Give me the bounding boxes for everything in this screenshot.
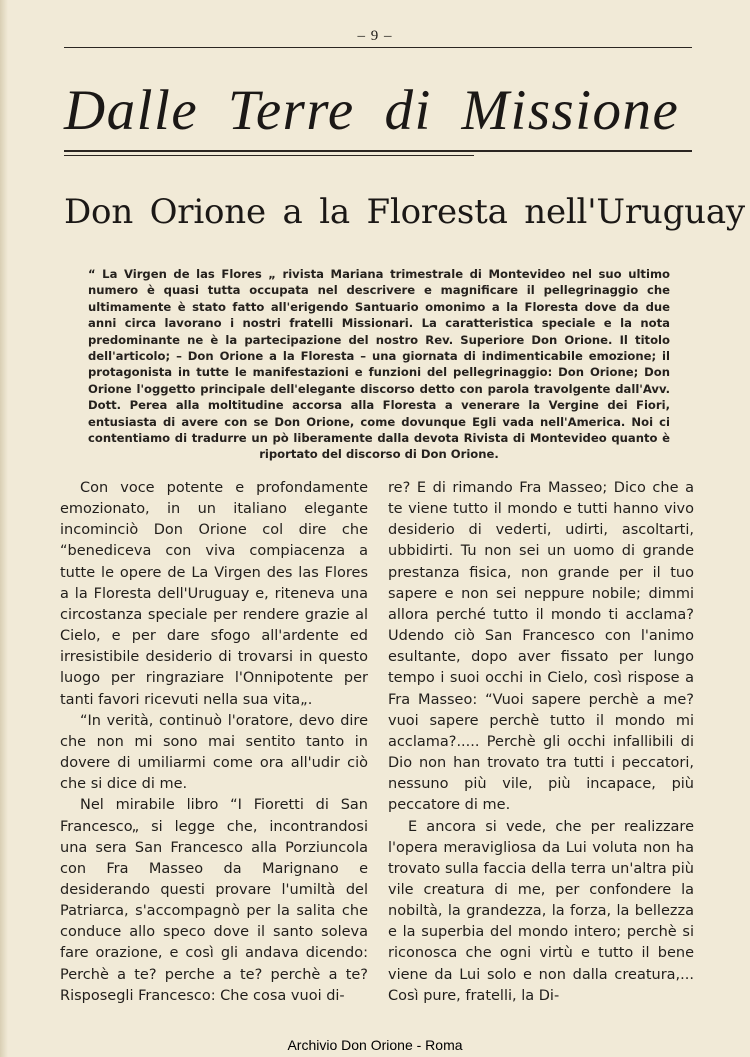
- paragraph: Con voce potente e profondamente emozionato, in un italiano elegante incominciò Don Orione col dire che “benediceva con viva compiacenza a tutte le opere de La Virgen des las Flores a la Floresta dell'Uruguay e, riteneva una circostanza speciale per rendere grazie al Cielo, e per dare sfogo all'ardente ed irresistibile desiderio di trovarsi in questo luogo per ringraziare l'Onnipotente per tanti favori ricevuti nella sua vita„.: [60, 480, 368, 708]
- section-rule: [64, 150, 692, 152]
- paragraph: “In verità, continuò l'oratore, devo dire che non mi sono mai sentito tanto in dovere di umiliarmi come ora all'udir ciò che si dice di me.: [60, 712, 368, 793]
- paragraph: Nel mirabile libro “I Fioretti di San Francesco„ si legge che, incontrandosi una sera San Francesco alla Porziuncola con Fra Masseo da Marignano e desiderando questi provare l'umiltà del Patriarca, s'accompagnò per la salita che conduce allo speco dove il santo soleva fare orazione, e così gli andava dicendo: Perchè a te? perche a te? perchè a te? Risposegli Francesco: Che cosa vuoi di-: [60, 797, 368, 1004]
- right-column: [388, 478, 694, 1007]
- page-number: – 9 –: [357, 28, 393, 44]
- top-rule: [64, 47, 692, 48]
- paragraph: re? E di rimando Fra Masseo; Dico che a te viene tutto il mondo e tutti hanno vivo desiderio di vederti, udirti, ascoltarti, ubbidirti. Tu non sei un uomo di grande prestanza fisica, non grande per il tuo sapere e non sei neppure nobile; dimmi allora perché tutto il mondo ti acclama? Udendo ciò San Francesco con l'animo esultante, dopo aver fissato per lungo tempo i suoi occhi in Cielo, così rispose a Fra Masseo: “Vuoi sapere perchè a me? vuoi sapere perchè tutto il mondo mi acclama?..... Perchè gli occhi infallibili di Dio non han trovato tra tutti i peccatori, nessuno più vile, più incapace, più peccatore di me.: [388, 480, 694, 814]
- section-title: Dalle Terre di Missione: [64, 79, 680, 142]
- section-rule-thin: [64, 155, 474, 156]
- article-title: Don Orione a la Floresta nell'Uruguay: [64, 192, 745, 232]
- paragraph: E ancora si vede, che per realizzare l'opera meravigliosa da Lui voluta non ha trovato sulla faccia della terra un'altra più vile creatura di me, per confondere la nobiltà, la grandezza, la forza, la bellezza e la superbia del mondo intero; perchè si riconosca che ogni virtù e tutto il bene viene da Lui solo e non dalla creatura,... Così pure, fratelli, la Di-: [388, 818, 694, 1004]
- article-intro: “ La Virgen de las Flores „ rivista Mariana trimestrale di Montevideo nel suo ultimo numero è quasi tutta occupata nel descrivere e magnificare il pellegrinaggio che ultimamente è stato fatto all'erigendo Santuario omonimo a la Floresta dove da due anni circa lavorano i nostri fratelli Missionari. La caratteristica speciale e la nota predominante ne è la partecipazione del nostro Rev. Superiore Don Orione. Il titolo dell'articolo; – Don Orione a la Floresta – una giornata di indimenticabile emozione; il protagonista in tutte le manifestazioni e funzioni del pellegrinaggio: Don Orione; Don Orione l'oggetto principale dell'elegante discorso detto con parola travolgente dall'Avv. Dott. Perea alla moltitudine accorsa alla Floresta a venerare la Vergine dei Fiori, entusiasta di avere con se Don Orione, come dovunque Egli vada nell'America. Noi ci contentiamo di tradurre un pò liberamente dalla devota Rivista di Montevideo quanto è riportato del discorso di Don Orione.: [88, 267, 670, 462]
- left-column: [60, 478, 368, 1007]
- archive-footer: Archivio Don Orione - Roma: [287, 1037, 463, 1053]
- page-edge-shadow: [0, 0, 8, 1057]
